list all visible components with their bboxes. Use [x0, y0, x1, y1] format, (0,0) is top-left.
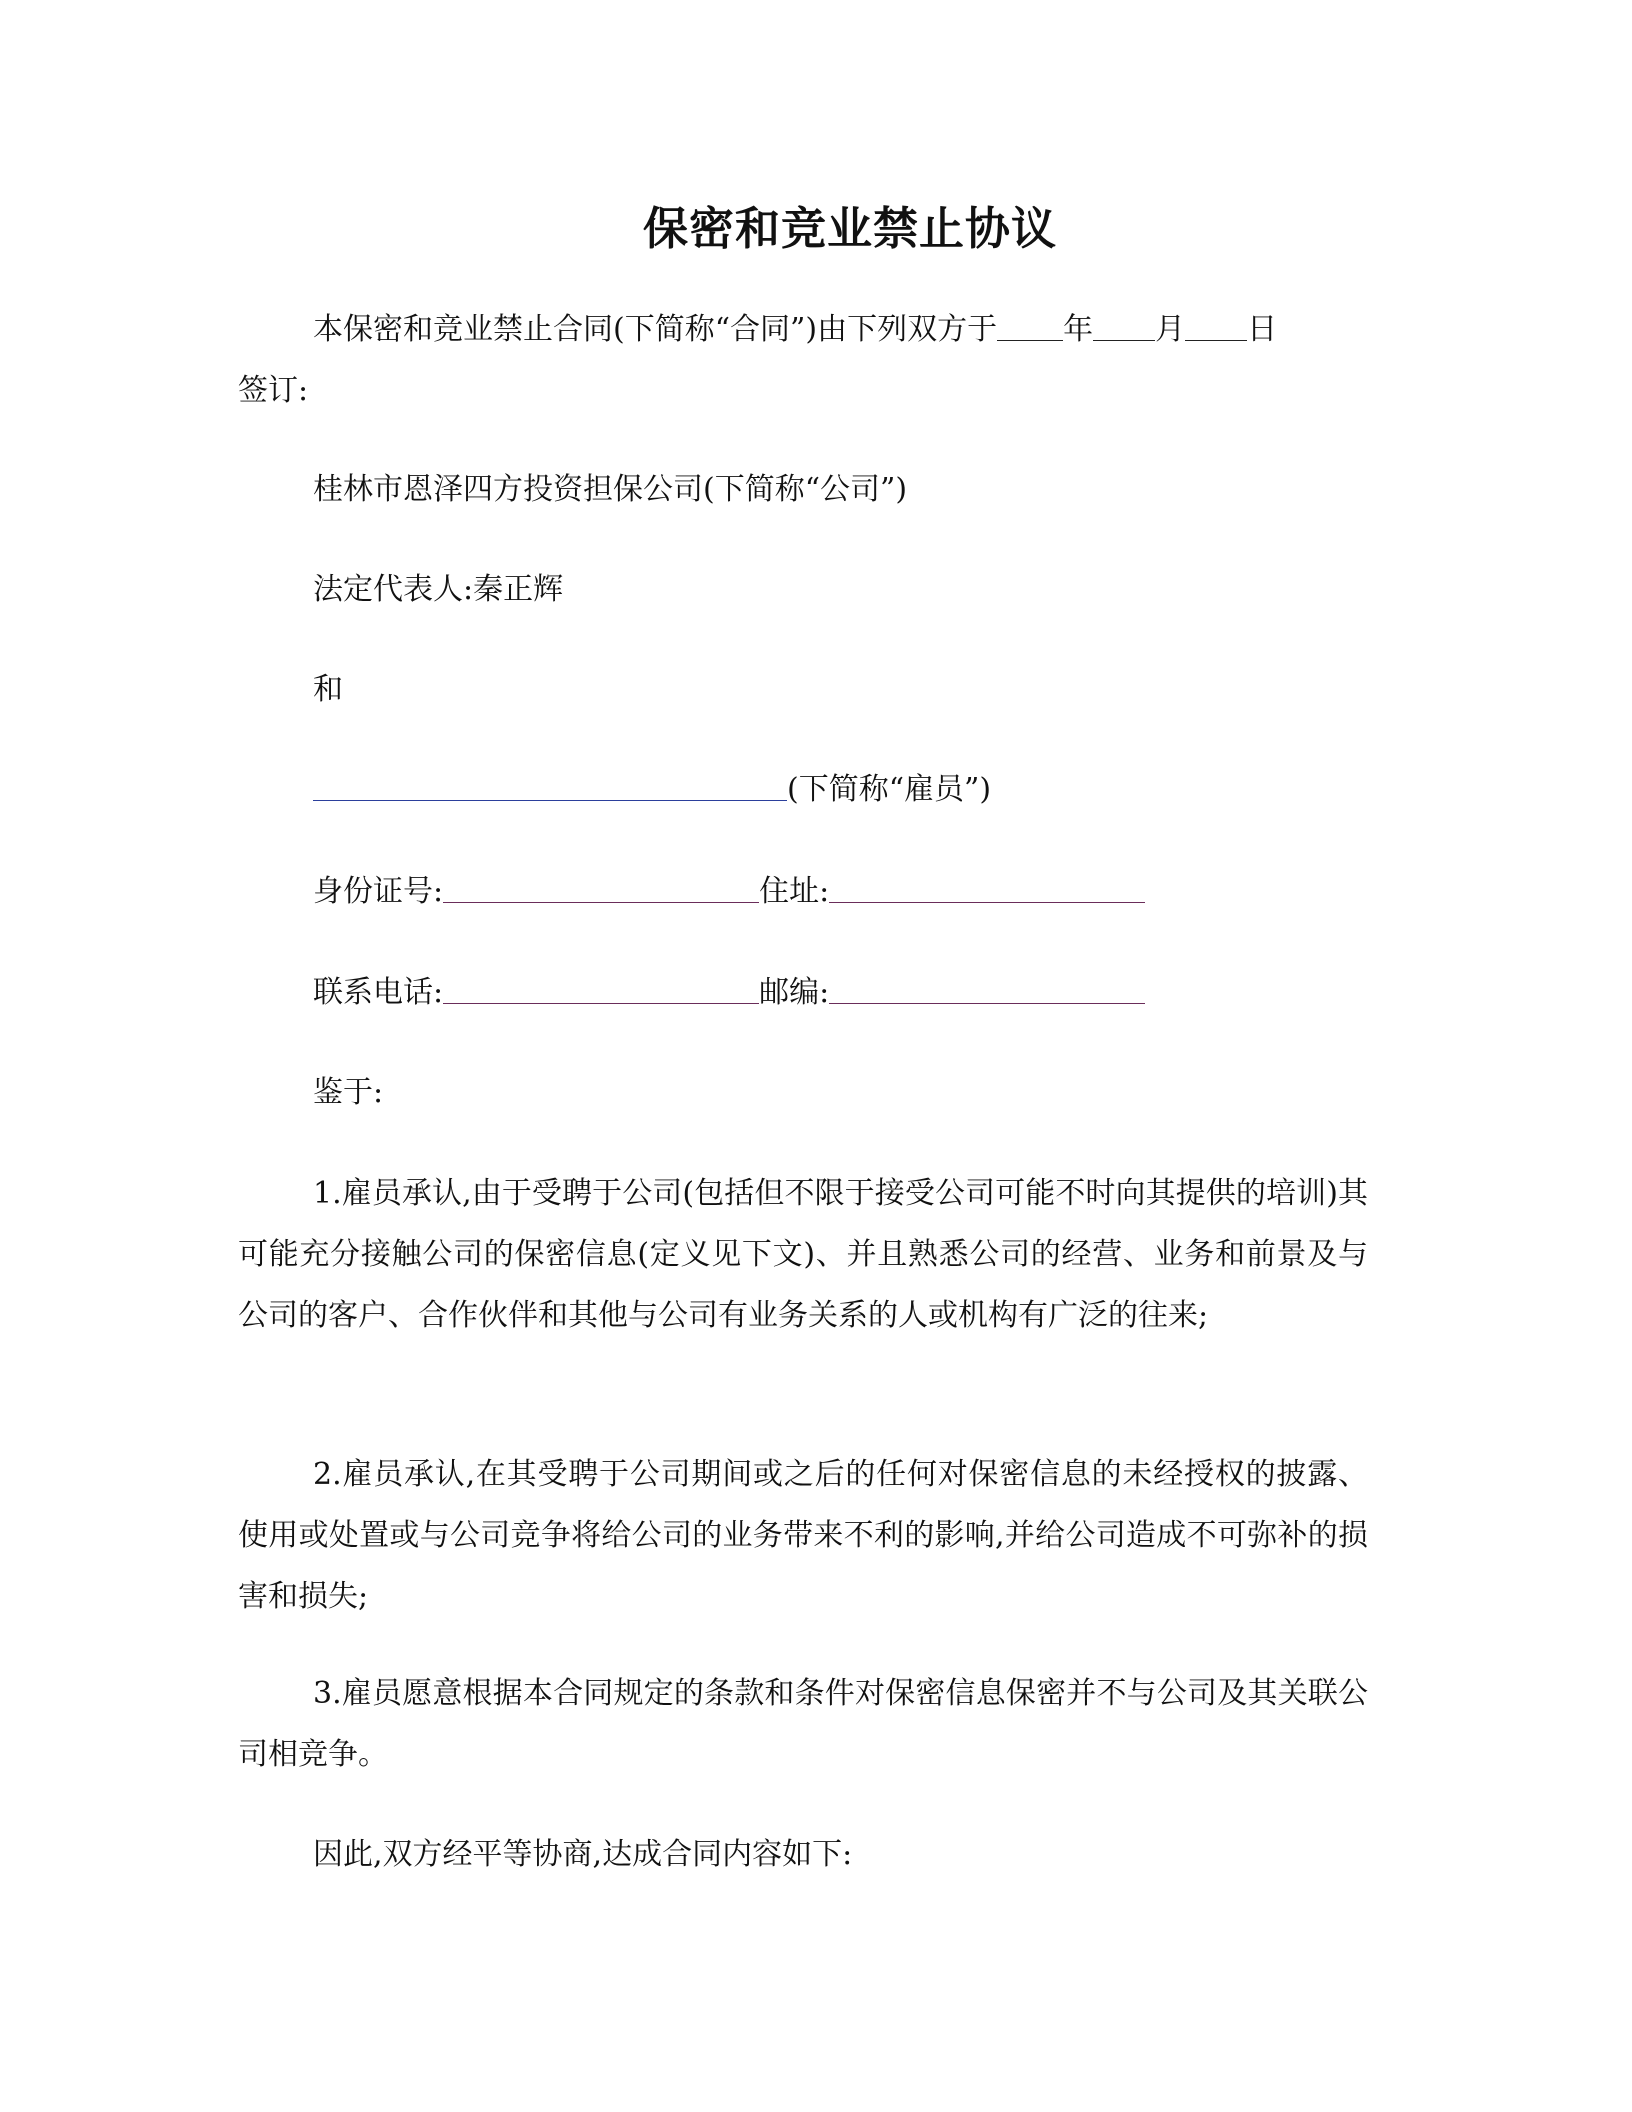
party-company: 桂林市恩泽四方投资担保公司(下简称“公司”) [313, 472, 908, 507]
year-blank[interactable] [997, 310, 1063, 341]
month-label: 月 [1155, 312, 1186, 347]
whereas-heading: 鉴于: [313, 1075, 384, 1110]
clause-1: 1.雇员承认,由于受聘于公司(包括但不限于接受公司可能不时向其提供的培训)其可能充分接触公司的保密信息(定义见下文)、并且熟悉公司的经营、业务和前景及与公司的客户、合作伙伴和其他与公司有业务关系的人或机构有广泛的往来; [238, 1176, 1368, 1333]
id-label: 身份证号: [313, 874, 444, 909]
address-blank[interactable] [829, 872, 1145, 903]
phone-blank[interactable] [443, 973, 759, 1004]
employee-line [313, 770, 991, 810]
month-blank[interactable] [1093, 310, 1155, 341]
intro-continuation: 签订: [238, 373, 309, 408]
and-word: 和 [313, 672, 343, 707]
clause-2: 2.雇员承认,在其受聘于公司期间或之后的任何对保密信息的未经授权的披露、使用或处置或与公司竞争将给公司的业务带来不利的影响,并给公司造成不可弥补的损害和损失; [238, 1457, 1368, 1614]
id-address-line [313, 872, 1145, 912]
conclusion: 因此,双方经平等协商,达成合同内容如下: [313, 1837, 853, 1872]
postcode-blank[interactable] [829, 973, 1145, 1004]
id-number-blank[interactable] [443, 872, 759, 903]
legal-representative: 法定代表人:秦正辉 [313, 572, 564, 607]
intro-line [313, 310, 1277, 350]
postcode-label: 邮编: [759, 975, 830, 1010]
phone-postcode-line [313, 973, 1145, 1013]
year-label: 年 [1063, 312, 1094, 347]
day-label: 日 [1247, 312, 1278, 347]
phone-label: 联系电话: [313, 975, 444, 1010]
day-blank[interactable] [1185, 310, 1247, 341]
intro-text: 本保密和竞业禁止合同(下简称“合同”)由下列双方于 [313, 312, 998, 347]
document-title: 保密和竞业禁止协议 [642, 202, 1057, 255]
clause-3: 3.雇员愿意根据本合同规定的条款和条件对保密信息保密并不与公司及其关联公司相竞争。 [238, 1676, 1368, 1772]
employee-suffix: (下简称“雇员”) [787, 772, 992, 807]
employee-name-blank[interactable] [313, 770, 787, 801]
address-label: 住址: [759, 874, 830, 909]
